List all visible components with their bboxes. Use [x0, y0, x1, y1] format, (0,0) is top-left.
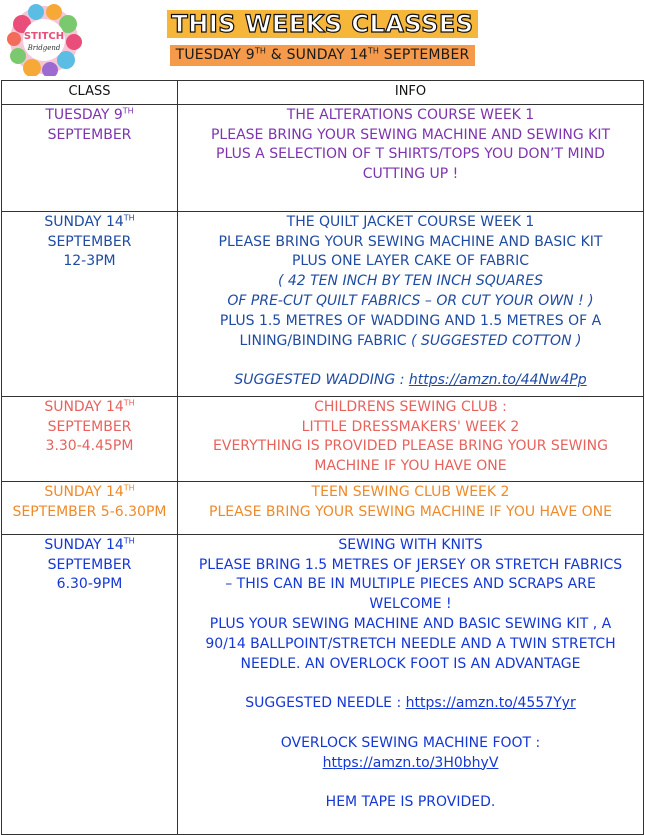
- info-cell: [178, 534, 644, 834]
- logo-text-bottom: Bridgend: [27, 44, 61, 52]
- date-subtitle: [170, 45, 476, 66]
- info-line: OF PRE-CUT QUILT FABRICS – OR CUT YOUR OWN ! ): [227, 292, 594, 309]
- wadding-link[interactable]: https://amzn.to/44Nw4Pp: [408, 372, 587, 389]
- info-line: LINING/BINDING FABRIC ( SUGGESTED COTTON ): [239, 332, 582, 349]
- subtitle-part-b: & SUNDAY 14: [266, 47, 368, 63]
- subtitle-part-a: TUESDAY 9: [175, 47, 255, 63]
- class-day: SUNDAY 14TH: [44, 398, 135, 415]
- spacer: [180, 714, 641, 734]
- table-row: [2, 534, 644, 834]
- class-month: SEPTEMBER: [47, 233, 132, 250]
- table-row: [2, 104, 644, 211]
- foot-link[interactable]: https://amzn.to/3H0bhyV: [322, 754, 499, 771]
- info-line: PLEASE BRING YOUR SEWING MACHINE AND BASIC KIT: [218, 233, 603, 250]
- info-line: CHILDRENS SEWING CLUB :: [314, 398, 507, 415]
- wadding-line: SUGGESTED WADDING : https://amzn.to/44Nw4Pp: [234, 372, 587, 389]
- spacer: [180, 674, 641, 694]
- class-cell: [2, 481, 178, 534]
- column-header-class: CLASS: [2, 81, 178, 105]
- info-line: SEWING WITH KNITS: [338, 536, 483, 553]
- info-line: PLEASE BRING 1.5 METRES OF JERSEY OR STRETCH FABRICS: [198, 556, 623, 573]
- classes-table: [1, 80, 644, 835]
- class-month: SEPTEMBER: [47, 126, 132, 143]
- info-line: PLEASE BRING YOUR SEWING MACHINE AND SEWING KIT: [210, 126, 610, 143]
- class-cell: [2, 211, 178, 396]
- info-line: THE QUILT JACKET COURSE WEEK 1: [286, 213, 535, 230]
- table-row: [2, 396, 644, 481]
- subtitle-row: [0, 44, 645, 66]
- class-day: SUNDAY 14TH: [44, 213, 135, 230]
- hem-note: HEM TAPE IS PROVIDED.: [325, 794, 496, 811]
- table-row: [2, 211, 644, 396]
- column-header-info: INFO: [178, 81, 644, 105]
- info-line: EVERYTHING IS PROVIDED PLEASE BRING YOUR SEWING: [213, 438, 608, 455]
- logo-text-top: STITCH: [23, 31, 65, 42]
- subtitle-part-c: SEPTEMBER: [379, 47, 470, 63]
- class-time: 6.30-9PM: [56, 576, 123, 593]
- info-line: PLUS 1.5 METRES OF WADDING AND 1.5 METRES OF A: [219, 312, 602, 329]
- class-cell: [2, 104, 178, 211]
- info-cell: [178, 396, 644, 481]
- info-cell: [178, 481, 644, 534]
- class-month: SEPTEMBER: [47, 556, 132, 573]
- foot-line: [180, 754, 641, 774]
- foot-label: OVERLOCK SEWING MACHINE FOOT :: [280, 734, 541, 751]
- spacer: [180, 351, 641, 371]
- info-line: LITTLE DRESSMAKERS' WEEK 2: [301, 418, 520, 435]
- info-line: – THIS CAN BE IN MULTIPLE PIECES AND SCRAPS ARE: [225, 576, 596, 593]
- info-line: 90/14 BALLPOINT/STRETCH NEEDLE AND A TWIN STRETCH: [205, 635, 616, 652]
- info-line: PLEASE BRING YOUR SEWING MACHINE IF YOU HAVE ONE: [209, 503, 612, 520]
- class-day: SUNDAY 14TH: [44, 536, 135, 553]
- needle-line: SUGGESTED NEEDLE : https://amzn.to/4557Yyr: [245, 695, 576, 712]
- needle-link[interactable]: https://amzn.to/4557Yyr: [405, 695, 576, 712]
- info-line: WELCOME !: [369, 596, 452, 613]
- info-line: PLUS ONE LAYER CAKE OF FABRIC: [291, 253, 530, 270]
- table-header-row: [2, 81, 644, 105]
- info-line: MACHINE IF YOU HAVE ONE: [314, 458, 507, 475]
- info-line: NEEDLE. AN OVERLOCK FOOT IS AN ADVANTAGE: [240, 655, 581, 672]
- class-month: SEPTEMBER 5-6.30PM: [12, 503, 167, 520]
- class-time: 3.30-4.45PM: [45, 438, 134, 455]
- info-line: TEEN SEWING CLUB WEEK 2: [311, 483, 510, 500]
- class-month: SEPTEMBER: [47, 418, 132, 435]
- info-line: PLUS A SELECTION OF T SHIRTS/TOPS YOU DON’T MIND: [216, 146, 605, 163]
- info-line: CUTTING UP !: [362, 166, 459, 183]
- info-cell: [178, 211, 644, 396]
- info-line: THE ALTERATIONS COURSE WEEK 1: [286, 106, 535, 123]
- class-day: SUNDAY 14TH: [44, 483, 135, 500]
- class-day: TUESDAY 9TH: [45, 106, 134, 123]
- class-cell: [2, 534, 178, 834]
- info-line: ( 42 TEN INCH BY TEN INCH SQUARES: [277, 273, 544, 290]
- subtitle-sup-a: TH: [254, 46, 267, 56]
- subtitle-sup-b: TH: [367, 46, 380, 56]
- title-row: [0, 10, 645, 38]
- class-cell: [2, 396, 178, 481]
- class-time: 12-3PM: [63, 253, 116, 270]
- table-row: [2, 481, 644, 534]
- spacer: [180, 773, 641, 793]
- page-title: THIS WEEKS CLASSES: [167, 10, 477, 38]
- info-line: PLUS YOUR SEWING MACHINE AND BASIC SEWING KIT , A: [209, 615, 612, 632]
- info-cell: [178, 104, 644, 211]
